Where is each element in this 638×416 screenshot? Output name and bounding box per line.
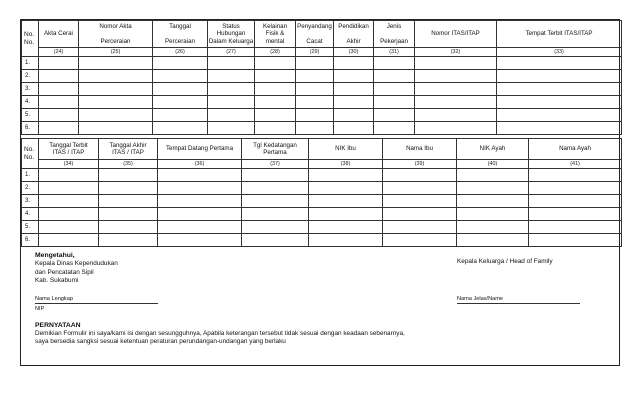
col-header: Nomor ITAS/ITAP [415, 21, 497, 48]
col-header: Tgl Kedatangan Pertama [242, 139, 309, 160]
entry-cell[interactable] [529, 208, 622, 221]
table-row [22, 122, 622, 135]
col-number: (32) [415, 48, 497, 57]
entry-cell[interactable] [457, 234, 529, 247]
col-header: Tempat Terbit ITAS/ITAP [497, 21, 622, 48]
entry-cell[interactable] [457, 195, 529, 208]
biodata-form-page [20, 19, 620, 366]
entry-cell[interactable] [334, 109, 374, 122]
entry-cell[interactable] [334, 83, 374, 96]
entry-cell[interactable] [39, 208, 99, 221]
entry-cell[interactable] [208, 57, 255, 70]
statement-title: PERNYATAAN [35, 322, 81, 329]
table-family-status [21, 20, 622, 135]
table-row [22, 234, 622, 247]
entry-cell[interactable] [374, 57, 415, 70]
row-number: 4. [22, 208, 39, 221]
entry-cell[interactable] [497, 70, 622, 83]
col-number: (38) [309, 160, 383, 169]
entry-cell[interactable] [158, 169, 242, 182]
col-number: (31) [374, 48, 415, 57]
entry-cell[interactable] [497, 96, 622, 109]
table-row [22, 182, 622, 195]
col-number: (28) [255, 48, 296, 57]
entry-cell[interactable] [153, 96, 208, 109]
col-no-header: No. No. [22, 21, 39, 57]
col-number: (33) [497, 48, 622, 57]
col-number: (37) [242, 160, 309, 169]
statement-block [35, 322, 405, 347]
entry-cell[interactable] [79, 96, 153, 109]
col-header: Kelainan Fisik & mental [255, 21, 296, 48]
entry-cell[interactable] [208, 83, 255, 96]
row-number: 2. [22, 70, 39, 83]
entry-cell[interactable] [39, 96, 79, 109]
entry-cell[interactable] [309, 182, 383, 195]
entry-cell[interactable] [309, 234, 383, 247]
table-row [22, 195, 622, 208]
entry-cell[interactable] [255, 109, 296, 122]
entry-cell[interactable] [529, 195, 622, 208]
entry-cell[interactable] [383, 221, 457, 234]
entry-cell[interactable] [99, 182, 158, 195]
entry-cell[interactable] [309, 195, 383, 208]
entry-cell[interactable] [39, 234, 99, 247]
entry-cell[interactable] [529, 182, 622, 195]
entry-cell[interactable] [79, 57, 153, 70]
table-row [22, 96, 622, 109]
col-number: (36) [158, 160, 242, 169]
entry-cell[interactable] [242, 182, 309, 195]
head-of-family-label: Kepala Keluarga / Head of Family [457, 258, 553, 265]
entry-cell[interactable] [374, 70, 415, 83]
entry-cell[interactable] [497, 57, 622, 70]
entry-cell[interactable] [383, 169, 457, 182]
row-number: 1. [22, 169, 39, 182]
col-header: Akta Cerai [39, 21, 79, 48]
entry-cell[interactable] [79, 83, 153, 96]
entry-cell[interactable] [374, 83, 415, 96]
entry-cell[interactable] [415, 122, 497, 135]
col-header: Jenis Pekerjaan [374, 21, 415, 48]
entry-cell[interactable] [39, 221, 99, 234]
entry-cell[interactable] [242, 234, 309, 247]
entry-cell[interactable] [255, 96, 296, 109]
entry-cell[interactable] [99, 195, 158, 208]
entry-cell[interactable] [255, 57, 296, 70]
col-number: (27) [208, 48, 255, 57]
table-row [22, 83, 622, 96]
table-row [22, 109, 622, 122]
nama-jelas-label: Nama Jelas/Name [457, 296, 580, 304]
entry-cell[interactable] [383, 208, 457, 221]
entry-cell[interactable] [153, 70, 208, 83]
statement-text: Demikian Formulir ini saya/kami isi dengan sesungguhnya, Apabila keterangan tersebut tidak sesuai dengan keadaan sebenarnya, [35, 330, 405, 338]
entry-cell[interactable] [79, 70, 153, 83]
entry-cell[interactable] [79, 122, 153, 135]
row-number: 3. [22, 83, 39, 96]
statement-text: saya bersedia sangksi sesuai ketentuan peraturan perundangan-undangan yang berlaku [35, 338, 286, 346]
entry-cell[interactable] [457, 221, 529, 234]
entry-cell[interactable] [457, 169, 529, 182]
entry-cell[interactable] [242, 195, 309, 208]
entry-cell[interactable] [39, 182, 99, 195]
col-number: (40) [457, 160, 529, 169]
nama-lengkap-field[interactable] [35, 296, 158, 304]
entry-cell[interactable] [296, 57, 334, 70]
row-number: 3. [22, 195, 39, 208]
column-number-row [22, 48, 622, 57]
col-header: Pendidikan Akhir [334, 21, 374, 48]
entry-cell[interactable] [39, 83, 79, 96]
col-number: (41) [529, 160, 622, 169]
table-row [22, 208, 622, 221]
entry-cell[interactable] [529, 169, 622, 182]
row-number: 1. [22, 57, 39, 70]
row-number: 4. [22, 96, 39, 109]
col-header: Status Hubungan Dalam Keluarga [208, 21, 255, 48]
entry-cell[interactable] [383, 195, 457, 208]
official-line: Kepala Dinas Kependudukan [35, 260, 118, 268]
entry-cell[interactable] [255, 83, 296, 96]
entry-cell[interactable] [296, 83, 334, 96]
entry-cell[interactable] [296, 70, 334, 83]
table-row [22, 57, 622, 70]
row-number: 6. [22, 234, 39, 247]
nip-label: NIP [35, 306, 45, 312]
entry-cell[interactable] [457, 208, 529, 221]
col-header: Tanggal Perceraian [153, 21, 208, 48]
entry-cell[interactable] [374, 122, 415, 135]
entry-cell[interactable] [374, 109, 415, 122]
entry-cell[interactable] [99, 221, 158, 234]
entry-cell[interactable] [296, 109, 334, 122]
entry-cell[interactable] [383, 234, 457, 247]
entry-cell[interactable] [383, 182, 457, 195]
entry-cell[interactable] [208, 109, 255, 122]
entry-cell[interactable] [497, 109, 622, 122]
entry-cell[interactable] [158, 182, 242, 195]
entry-cell[interactable] [153, 83, 208, 96]
col-no-header: No. No. [22, 139, 39, 169]
entry-cell[interactable] [334, 70, 374, 83]
entry-cell[interactable] [153, 109, 208, 122]
entry-cell[interactable] [415, 83, 497, 96]
table-row [22, 169, 622, 182]
official-line: dan Pencatatan Sipil [35, 268, 94, 276]
entry-cell[interactable] [242, 221, 309, 234]
col-number: (24) [39, 48, 79, 57]
entry-cell[interactable] [255, 122, 296, 135]
entry-cell[interactable] [415, 70, 497, 83]
entry-cell[interactable] [99, 208, 158, 221]
nama-lengkap-label: Nama Lengkap [35, 296, 158, 304]
entry-cell[interactable] [415, 57, 497, 70]
entry-cell[interactable] [158, 221, 242, 234]
col-header: Penyandang Cacat [296, 21, 334, 48]
entry-cell[interactable] [309, 169, 383, 182]
entry-cell[interactable] [255, 70, 296, 83]
entry-cell[interactable] [242, 169, 309, 182]
table-row [22, 70, 622, 83]
entry-cell[interactable] [374, 96, 415, 109]
col-header: NIK Ayah [457, 139, 529, 160]
col-number: (30) [334, 48, 374, 57]
entry-cell[interactable] [334, 57, 374, 70]
entry-cell[interactable] [497, 122, 622, 135]
entry-cell[interactable] [153, 122, 208, 135]
entry-cell[interactable] [296, 96, 334, 109]
entry-cell[interactable] [529, 221, 622, 234]
entry-cell[interactable] [158, 208, 242, 221]
signature-block-official [35, 252, 118, 286]
col-header: NIK Ibu [309, 139, 383, 160]
entry-cell[interactable] [415, 109, 497, 122]
official-line: Kab. Sukabumi [35, 277, 79, 285]
col-number: (25) [79, 48, 153, 57]
entry-cell[interactable] [158, 195, 242, 208]
entry-cell[interactable] [334, 122, 374, 135]
row-number: 5. [22, 109, 39, 122]
entry-cell[interactable] [39, 122, 79, 135]
entry-cell[interactable] [39, 70, 79, 83]
entry-cell[interactable] [158, 234, 242, 247]
table-header-row [22, 21, 622, 48]
row-number: 5. [22, 221, 39, 234]
entry-cell[interactable] [39, 57, 79, 70]
col-number: (29) [296, 48, 334, 57]
entry-cell[interactable] [208, 122, 255, 135]
entry-cell[interactable] [497, 83, 622, 96]
entry-cell[interactable] [39, 195, 99, 208]
col-header: Tanggal Akhir ITAS / ITAP [99, 139, 158, 160]
row-number: 6. [22, 122, 39, 135]
column-number-row [22, 160, 622, 169]
signature-title: Mengetahui, [35, 252, 75, 259]
col-number: (26) [153, 48, 208, 57]
col-number: (39) [383, 160, 457, 169]
entry-cell[interactable] [415, 96, 497, 109]
nama-jelas-field[interactable] [457, 296, 580, 304]
entry-cell[interactable] [457, 182, 529, 195]
row-number: 2. [22, 182, 39, 195]
entry-cell[interactable] [296, 122, 334, 135]
col-header: Nama Ayah [529, 139, 622, 160]
entry-cell[interactable] [39, 109, 79, 122]
entry-cell[interactable] [208, 96, 255, 109]
entry-cell[interactable] [153, 57, 208, 70]
table-row [22, 221, 622, 234]
col-number: (35) [99, 160, 158, 169]
col-header: Tanggal Terbit ITAS / ITAP [39, 139, 99, 160]
entry-cell[interactable] [79, 109, 153, 122]
entry-cell[interactable] [39, 169, 99, 182]
entry-cell[interactable] [208, 70, 255, 83]
col-header: Nama Ibu [383, 139, 457, 160]
entry-cell[interactable] [99, 169, 158, 182]
table-immigration-parents [21, 138, 622, 247]
col-header: Tempat Datang Pertama [158, 139, 242, 160]
table-header-row [22, 139, 622, 160]
entry-cell[interactable] [334, 96, 374, 109]
col-number: (34) [39, 160, 99, 169]
col-header: Nomor Akta Perceraian [79, 21, 153, 48]
entry-cell[interactable] [99, 234, 158, 247]
entry-cell[interactable] [529, 234, 622, 247]
entry-cell[interactable] [309, 208, 383, 221]
entry-cell[interactable] [309, 221, 383, 234]
entry-cell[interactable] [242, 208, 309, 221]
